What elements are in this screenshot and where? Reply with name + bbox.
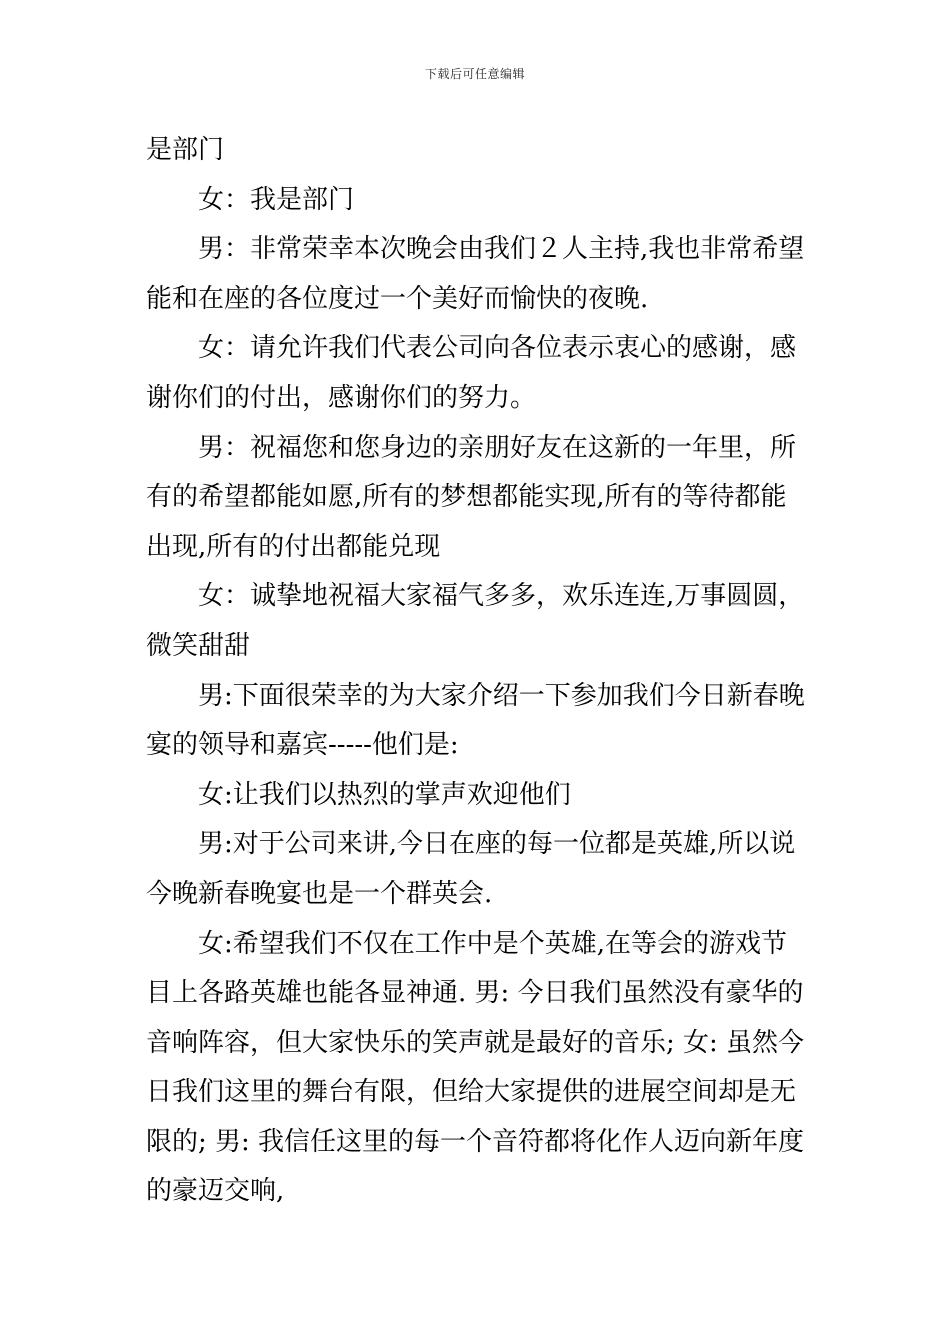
dialogue-male-4: 男:对于公司来讲,今日在座的每一位都是英雄,所以说今晚新春晚宴也是一个群英会. (146, 829, 796, 909)
dialogue-male-3: 男:下面很荣幸的为大家介绍一下参加我们今日新春晚宴的领导和嘉宾-----他们是: (146, 680, 805, 761)
dialogue-female-4: 女:让我们以热烈的掌声欢迎他们 (198, 779, 571, 810)
paragraph-continuation: 是部门 (146, 135, 225, 165)
dialogue-female-2: 女：请允许我们代表公司向各位表示衷心的感谢，感谢你们的付出，感谢你们的努力。 (146, 333, 797, 413)
dialogue-female-3: 女：诚挚地祝福大家福气多多，欢乐连连,万事圆圆，微笑甜甜 (146, 581, 805, 661)
dialogue-female-5: 女:希望我们不仅在工作中是个英雄,在等会的游戏节目上各路英雄也能各显神通. 男: 今日我们虽然没有豪华的音响阵容，但大家快乐的笑声就是最好的音乐; 女: 虽然今日我们这里的舞台有限，但给大家提供的进展空间却是无限的; 男: 我信任这里的每一个音符都将化作人迈向新年度的豪迈交响, (146, 928, 805, 1207)
page-header: 下载后可任意编辑 (424, 67, 525, 81)
dialogue-male-1: 男：非常荣幸本次晚会由我们２人主持,我也非常希望能和在座的各位度过一个美好而愉快的夜晚. (146, 234, 805, 314)
dialogue-female-1: 女：我是部门 (198, 184, 355, 215)
document-body (146, 126, 808, 1217)
dialogue-male-2: 男：祝福您和您身边的亲朋好友在这新的一年里，所有的希望都能如愿,所有的梦想都能实现,所有的等待都能出现,所有的付出都能兑现 (146, 432, 797, 562)
